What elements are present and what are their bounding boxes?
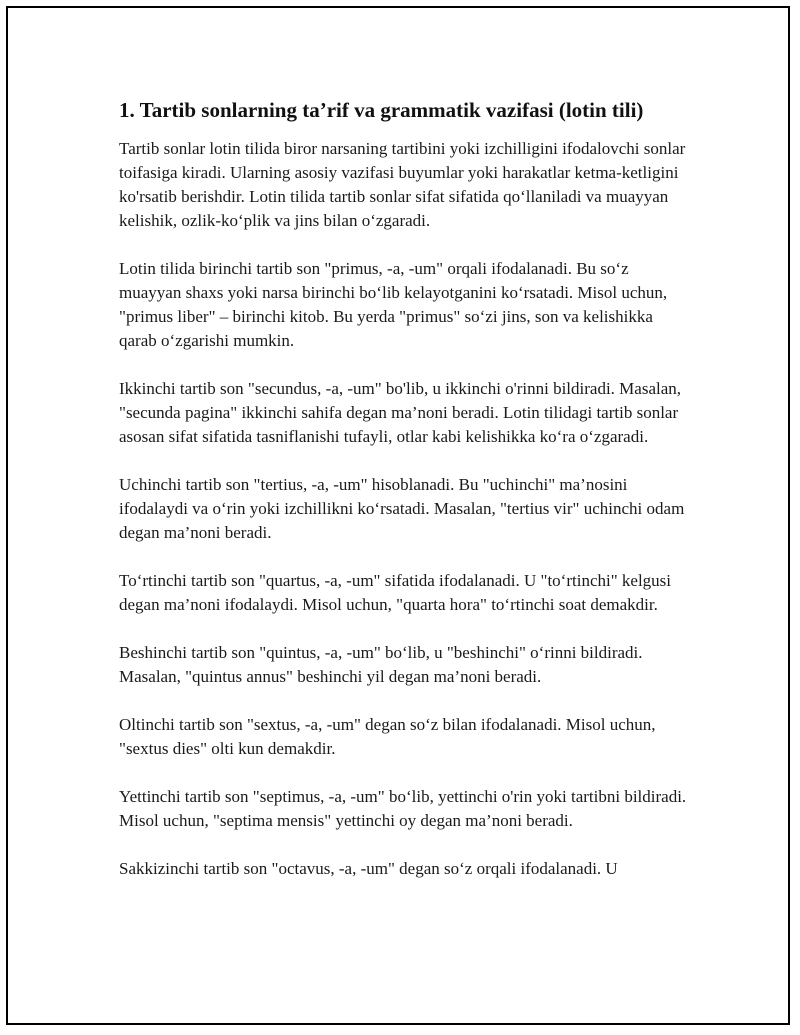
- paragraph-3: Ikkinchi tartib son "secundus, -a, -um" bo'lib, u ikkinchi o'rinni bildiradi. Masalan, "secunda pagina" ikkinchi sahifa degan ma’noni beradi. Lotin tilidagi tartib sonlar asosan sifat sifatida tasniflanishi tufayli, otlar kabi kelishikka ko‘ra o‘zgaradi.: [119, 379, 682, 446]
- page-frame: [6, 6, 790, 1025]
- paragraph-5: To‘rtinchi tartib son "quartus, -a, -um" sifatida ifodalanadi. U "to‘rtinchi" kelgusi degan ma’noni ifodalaydi. Misol uchun, "quarta hora" to‘rtinchi soat demakdir.: [119, 571, 672, 614]
- paragraph-2: Lotin tilida birinchi tartib son "primus, -a, -um" orqali ifodalanadi. Bu so‘z muayyan shaxs yoki narsa birinchi bo‘lib kelayotganini ko‘rsatadi. Misol uchun, "primus liber" – birinchi kitob. Bu yerda "primus" so‘zi jins, son va kelishikka qarab o‘zgarishi mumkin.: [119, 259, 668, 350]
- paragraph-4: Uchinchi tartib son "tertius, -a, -um" hisoblanadi. Bu "uchinchi" ma’nosini ifodalaydi va o‘rin yoki izchillikni ko‘rsatadi. Masalan, "tertius vir" uchinchi odam degan ma’noni beradi.: [119, 475, 685, 542]
- paragraph-8: Yettinchi tartib son "septimus, -a, -um" bo‘lib, yettinchi o'rin yoki tartibni bildiradi. Misol uchun, "septima mensis" yettinchi oy degan ma’noni beradi.: [119, 787, 687, 830]
- document-body: [119, 96, 689, 905]
- paragraph-9: Sakkizinchi tartib son "octavus, -a, -um" degan so‘z orqali ifodalanadi. U: [119, 859, 618, 878]
- paragraph-6: Beshinchi tartib son "quintus, -a, -um" bo‘lib, u "beshinchi" o‘rinni bildiradi. Masalan, "quintus annus" beshinchi yil degan ma’noni beradi.: [119, 643, 643, 686]
- paragraph-7: Oltinchi tartib son "sextus, -a, -um" degan so‘z bilan ifodalanadi. Misol uchun, "sextus dies" olti kun demakdir.: [119, 715, 656, 758]
- paragraph-1: Tartib sonlar lotin tilida biror narsaning tartibini yoki izchilligini ifodalovchi sonlar toifasiga kiradi. Ularning asosiy vazifasi buyumlar yoki harakatlar ketma-ketligini ko'rsatib berishdir. Lotin tilida tartib sonlar sifat sifatida qo‘llaniladi va muayyan kelishik, ozlik-ko‘plik va jins bilan o‘zgaradi.: [119, 139, 686, 230]
- document-title: 1. Tartib sonlarning ta’rif va grammatik vazifasi (lotin tili): [119, 98, 644, 122]
